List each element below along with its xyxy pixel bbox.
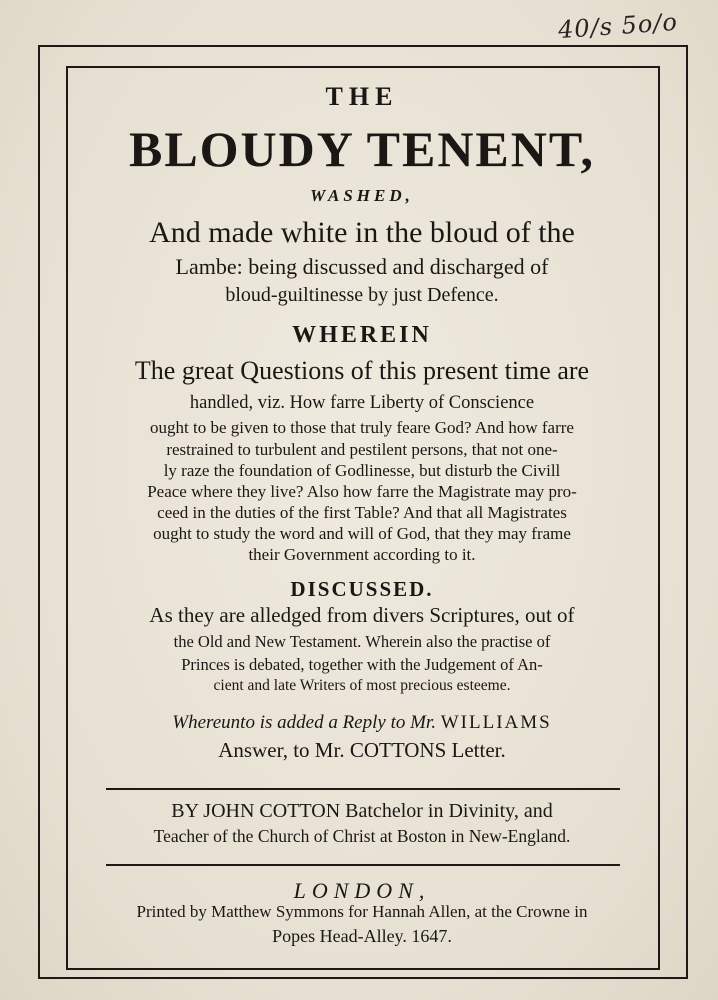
- wherein-body-line: ought to be given to those that truly feare God? And how farre: [150, 418, 574, 437]
- subtitle-line-1: And made white in the bloud of the: [149, 216, 575, 249]
- wherein-body-line: Peace where they live? Also how farre the Magistrate may pro-: [147, 482, 577, 501]
- wherein-body-line: handled, viz. How farre Liberty of Conscience: [189, 393, 535, 413]
- divider-upper: [106, 788, 620, 790]
- subtitle-line-3: bloud-guiltinesse by just Defence.: [225, 284, 499, 306]
- wherein-body-line: ceed in the duties of the first Table? And that all Magistrates: [157, 503, 567, 522]
- wherein-body-line: their Government according to it.: [248, 545, 476, 564]
- author-line-1: BY JOHN COTTON Batchelor in Divinity, and: [171, 800, 553, 822]
- wherein-heading: WHEREIN: [292, 322, 432, 348]
- title-washed: WASHED,: [310, 186, 414, 205]
- author-line-2: Teacher of the Church of Christ at Boston in New-England.: [153, 826, 571, 846]
- wherein-body-line: ly raze the foundation of Godlinesse, but disturb the Civill: [163, 461, 561, 480]
- reply-name: WILLIAMS: [440, 712, 552, 733]
- imprint-city: LONDON,: [293, 878, 431, 903]
- imprint-line-2: Popes Head-Alley. 1647.: [272, 926, 452, 946]
- handwritten-annotation: 40/s 5o/o: [557, 7, 679, 45]
- reply-line-1: [70, 712, 654, 734]
- discussed-body-line: the Old and New Testament. Wherein also the practise of: [173, 632, 551, 651]
- wherein-body-line: restrained to turbulent and pestilent persons, that not one-: [166, 440, 558, 459]
- discussed-heading: DISCUSSED.: [290, 577, 434, 601]
- discussed-body-line: As they are alledged from divers Scriptures, out of: [149, 603, 575, 627]
- title-article: THE: [325, 82, 399, 111]
- discussed-body-line: Princes is debated, together with the Judgement of An-: [181, 655, 543, 674]
- wherein-body-line: ought to study the word and will of God, that they may frame: [153, 524, 571, 543]
- divider-lower: [106, 864, 620, 866]
- imprint-line-1: Printed by Matthew Symmons for Hannah Allen, at the Crowne in: [136, 902, 588, 921]
- reply-prefix: Whereunto is added a Reply to Mr.: [172, 712, 436, 733]
- reply-line-2: Answer, to Mr. COTTONS Letter.: [218, 738, 506, 762]
- wherein-lead: The great Questions of this present time are: [134, 356, 590, 385]
- discussed-body-line: cient and late Writers of most precious esteeme.: [213, 677, 511, 694]
- subtitle-line-2: Lambe: being discussed and discharged of: [175, 254, 549, 279]
- main-title: BLOUDY TENENT,: [128, 121, 596, 177]
